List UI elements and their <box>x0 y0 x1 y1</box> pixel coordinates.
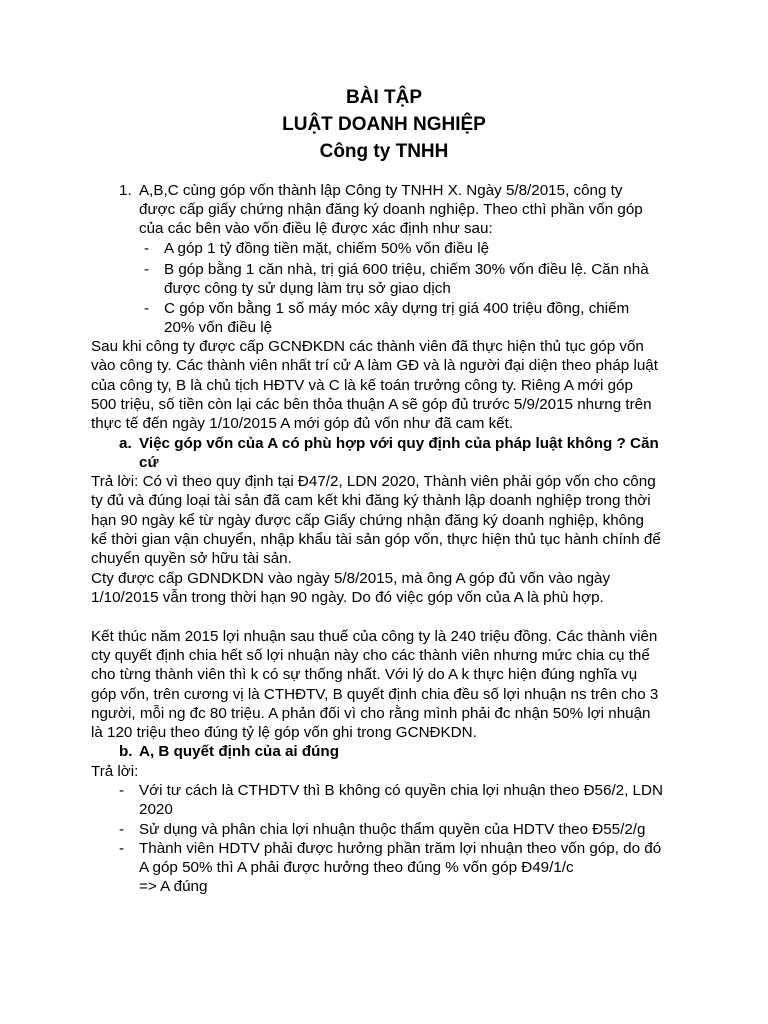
subquestion-label: b. <box>119 743 133 760</box>
answer-line: ty đủ và đúng loại tài sản đã cam kết khi đăng ký thành lập doanh nghiệp trong thời <box>91 492 651 509</box>
answer-line: Trả lời: Có vì theo quy định tại Đ47/2, LDN 2020, Thành viên phải góp vốn cho công <box>91 473 656 490</box>
answer-line: kể thời gian vận chuyển, nhập khẩu tài sản góp vốn, thực hiện thủ tục hành chính để <box>91 531 661 548</box>
subquestion-text: A, B quyết định của ai đúng <box>139 743 339 760</box>
question-intro-line: được cấp giấy chứng nhận đăng ký doanh nghiệp. Theo cthì phần vốn góp <box>139 201 643 218</box>
bullet-dash: - <box>119 821 125 838</box>
paragraph-line: góp vốn, trên cương vị là CTHĐTV, B quyết định chia đều số lợi nhuận ns trên cho 3 <box>91 686 659 703</box>
bullet-dash: - <box>144 261 150 278</box>
answer-line: 1/10/2015 vẫn trong thời hạn 90 ngày. Do đó việc góp vốn của A là phù hợp. <box>91 589 604 606</box>
contribution-item: A góp 1 tỷ đồng tiền mặt, chiếm 50% vốn điều lệ <box>164 240 490 257</box>
answer-item: Sử dụng và phân chia lợi nhuận thuộc thẩm quyền của HDTV theo Đ55/2/g <box>139 821 646 838</box>
contribution-item: B góp bằng 1 căn nhà, trị giá 600 triệu, chiếm 30% vốn điều lệ. Căn nhà <box>164 261 649 278</box>
contribution-item-cont: được công ty sử dụng làm trụ sở giao dịch <box>164 280 451 297</box>
paragraph-line: người, mỗi ng đc 80 triệu. A phản đối vì cho rằng mình phải đc nhận 50% lợi nhuận <box>91 705 651 722</box>
paragraph-line: cty quyết định chia hết số lợi nhuận này cho các thành viên nhưng mức chia cụ thể <box>91 647 650 664</box>
paragraph-line: thực tế đến ngày 1/10/2015 A mới góp đủ vốn như đã cam kết. <box>91 415 514 432</box>
paragraph-line: Sau khi công ty được cấp GCNĐKDN các thành viên đã thực hiện thủ tục góp vốn <box>91 338 644 355</box>
answer-item-cont: A góp 50% thì A phải được hưởng theo đúng % vốn góp Đ49/1/c <box>139 859 574 876</box>
paragraph-line: của công ty, B là chủ tịch HĐTV và C là kế toán trưởng công ty. Riêng A mới góp <box>91 377 633 394</box>
answer-conclusion: => A đúng <box>139 878 208 895</box>
question-intro-line: A,B,C cùng góp vốn thành lập Công ty TNHH X. Ngày 5/8/2015, công ty <box>139 182 623 199</box>
doc-subtitle: LUẬT DOANH NGHIỆP <box>282 114 486 135</box>
bullet-dash: - <box>144 300 150 317</box>
doc-company-type: Công ty TNHH <box>319 141 449 162</box>
answer-item: Thành viên HDTV phải được hưởng phần trăm lợi nhuận theo vốn góp, do đó <box>139 840 662 857</box>
bullet-dash: - <box>119 782 125 799</box>
paragraph-line: Kết thúc năm 2015 lợi nhuận sau thuế của công ty là 240 triệu đồng. Các thành viên <box>91 628 658 645</box>
contribution-item-cont: 20% vốn điều lệ <box>164 319 273 336</box>
bullet-dash: - <box>144 240 150 257</box>
answer-line: hạn 90 ngày kể từ ngày được cấp Giấy chứng nhận đăng ký doanh nghiệp, không <box>91 512 645 529</box>
answer-lead: Trả lời: <box>91 763 139 780</box>
doc-title: BÀI TẬP <box>346 87 422 108</box>
subquestion-text-cont: cứ <box>139 454 159 471</box>
contribution-item: C góp vốn bằng 1 số máy móc xây dựng trị giá 400 triệu đồng, chiếm <box>164 300 630 317</box>
paragraph-line: cho từng thành viên thì k có sự thống nhất. Với lý do A k thực hiện đúng nghĩa vụ <box>91 666 638 683</box>
question-number: 1. <box>119 182 132 199</box>
paragraph-line: là 120 triệu theo đúng tỷ lệ góp vốn ghi trong GCNĐKDN. <box>91 724 477 741</box>
answer-item: Với tư cách là CTHDTV thì B không có quyền chia lợi nhuận theo Đ56/2, LDN <box>139 782 663 799</box>
bullet-dash: - <box>119 840 125 857</box>
answer-item-cont: 2020 <box>139 801 173 818</box>
paragraph-line: vào công ty. Các thành viên nhất trí cử A làm GĐ và là người đại diện theo pháp luật <box>91 357 658 374</box>
paragraph-line: 500 triệu, số tiền còn lại các bên thỏa thuận A sẽ góp đủ trước 5/9/2015 nhưng trên <box>91 396 652 413</box>
answer-line: Cty được cấp GDNDKDN vào ngày 5/8/2015, mà ông A góp đủ vốn vào ngày <box>91 570 611 587</box>
subquestion-text: Việc góp vốn của A có phù hợp với quy định của pháp luật không ? Căn <box>139 435 659 452</box>
answer-line: chuyển quyền sở hữu tài sản. <box>91 550 292 567</box>
subquestion-label: a. <box>119 435 132 452</box>
question-intro-line: của các bên vào vốn điều lệ được xác định như sau: <box>139 220 493 237</box>
